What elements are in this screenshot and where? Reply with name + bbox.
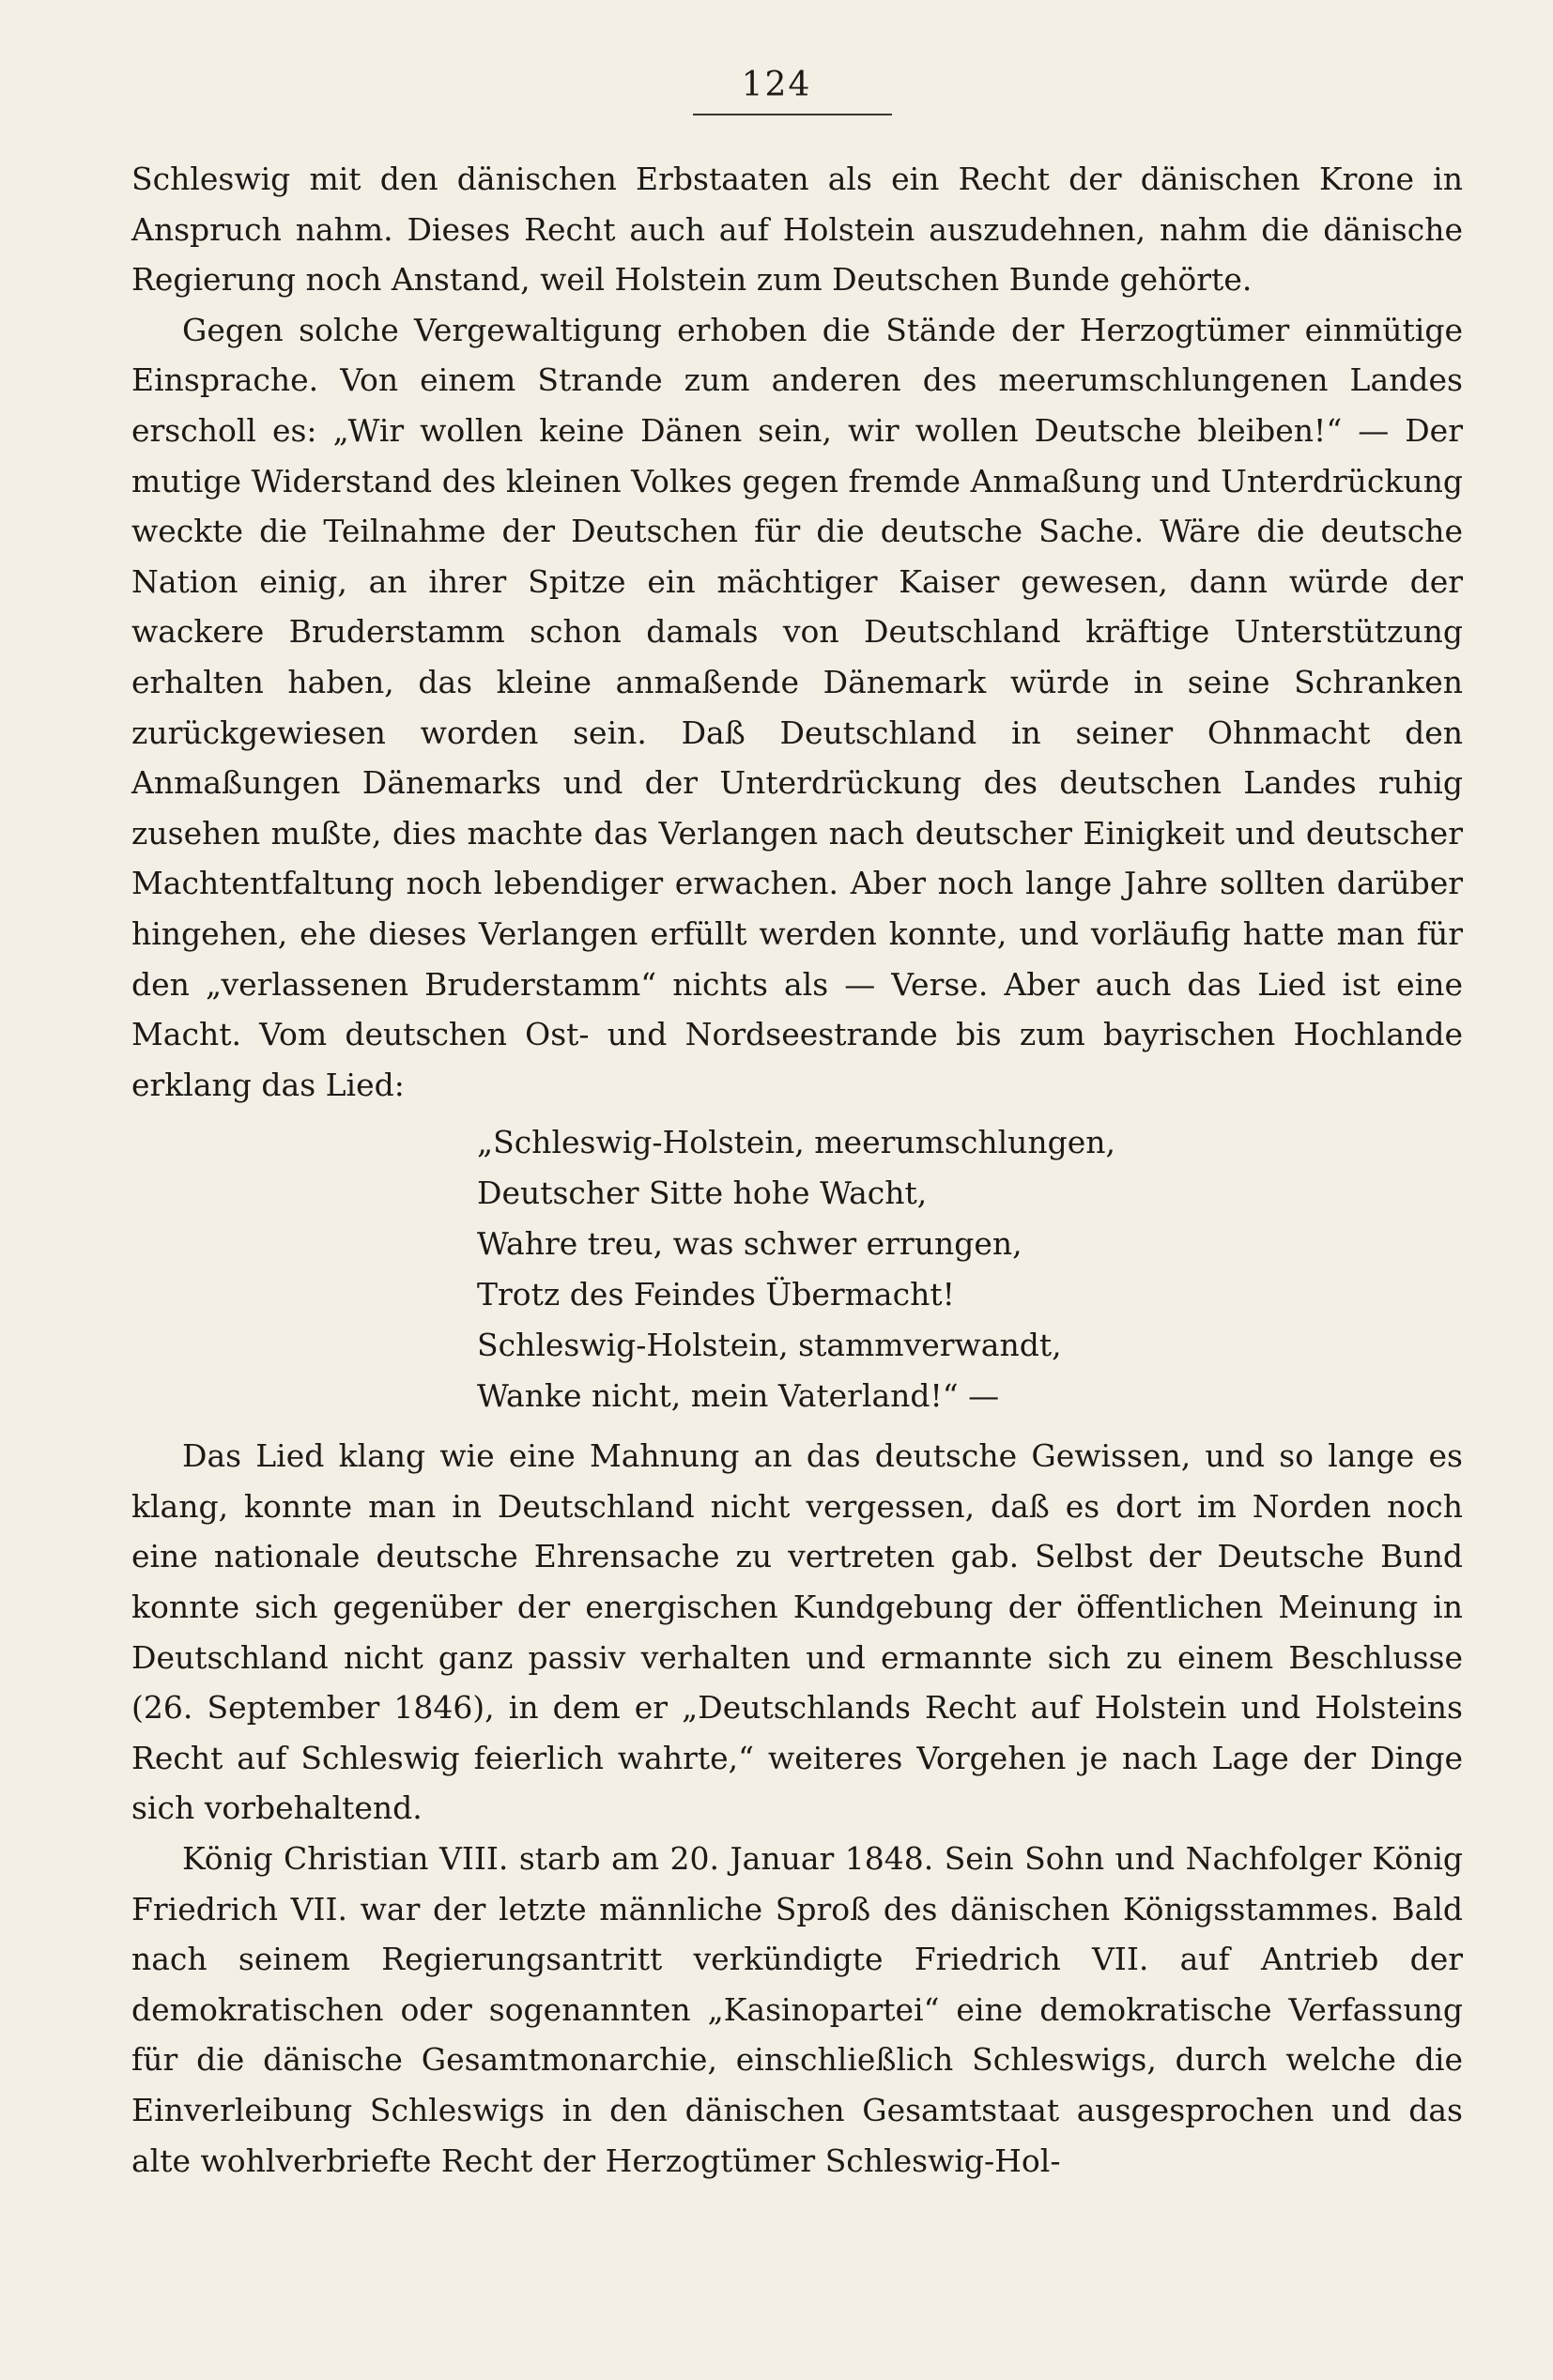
verse-line: Wahre treu, was schwer errungen, [477, 1225, 1023, 1263]
header-rule [693, 114, 892, 115]
verse-line: Trotz des Feindes Übermacht! [477, 1276, 955, 1313]
verse-line: Schleswig-Holstein, stammverwandt, [477, 1327, 1062, 1364]
paragraph: Gegen solche Vergewaltigung erhoben die Stände der Herzogtümer einmütige Einsprache. Von einem Strande zum anderen des meerumschlungenen Landes erscholl es: „Wir wollen keine Dänen sein, wir wollen Deutsche bleiben!“ — Der mutige Widerstand des kleinen Volkes gegen fremde Anmaßung und Unterdrückung weckte die Teilnahme der Deutschen für die deutsche Sache. Wäre die deutsche Nation einig, an ihrer Spitze ein mächtiger Kaiser gewesen, dann würde der wackere Bruderstamm schon damals von Deutschland kräftige Unterstützung erhalten haben, das kleine anmaßende Dänemark würde in seine Schranken zurückgewiesen worden sein. Daß Deutschland in seiner Ohnmacht den Anmaßungen Dänemarks und der Unterdrückung des deutschen Landes ruhig zusehen mußte, dies machte das Verlangen nach deutscher Einigkeit und deutscher Machtentfaltung noch lebendiger erwachen. Aber noch lange Jahre sollten darüber hingehen, ehe dieses Verlangen erfüllt werden konnte, und vorläufig hatte man für den „verlassenen Bruderstamm“ nichts als — Verse. Aber auch das Lied ist eine Macht. Vom deutschen Ost- und Nordseestrande bis zum bayrischen Hochlande erklang das Lied: [131, 311, 1463, 1103]
verse-line: Deutscher Sitte hohe Wacht, [477, 1175, 928, 1212]
verse-block [477, 1117, 1463, 1421]
paragraph: Das Lied klang wie eine Mahnung an das deutsche Gewissen, und so lange es klang, konnte man in Deutschland nicht vergessen, daß es dort im Norden noch eine nationale deutsche Ehrensache zu vertreten gab. Selbst der Deutsche Bund konnte sich gegenüber der energischen Kundgebung der öffentlichen Meinung in Deutschland nicht ganz passiv verhalten und ermannte sich zu einem Beschlusse (26. September 1846), in dem er „Deutschlands Recht auf Holstein und Holsteins Recht auf Schleswig feierlich wahrte,“ weiteres Vorgehen je nach Lage der Dinge sich vorbehaltend. [131, 1437, 1463, 1827]
verse-line: „Schleswig-Holstein, meerumschlungen, [477, 1124, 1116, 1161]
paragraph-continuation: Schleswig mit den dänischen Erbstaaten als ein Recht der dänischen Krone in Anspruch nahm. Dieses Recht auch auf Holstein auszudehnen, nahm die dänische Regierung noch Anstand, weil Holstein zum Deutschen Bunde gehörte. [131, 161, 1463, 299]
verse-line: Wanke nicht, mein Vaterland!“ — [477, 1377, 1000, 1415]
page-number: 124 [741, 66, 812, 104]
body-text [131, 154, 1463, 2186]
paragraph: König Christian VIII. starb am 20. Januar 1848. Sein Sohn und Nachfolger König Friedrich VII. war der letzte männliche Sproß des dänischen Königsstammes. Bald nach seinem Regierungsantritt verkündigte Friedrich VII. auf Antrieb der demokratischen oder sogenannten „Kasinopartei“ eine demokratische Verfassung für die dänische Gesamtmonarchie, einschließlich Schleswigs, durch welche die Einverleibung Schleswigs in den dänischen Gesamtstaat ausgesprochen und das alte wohlverbriefte Recht der Herzogtümer Schleswig-Hol- [131, 1840, 1463, 2179]
